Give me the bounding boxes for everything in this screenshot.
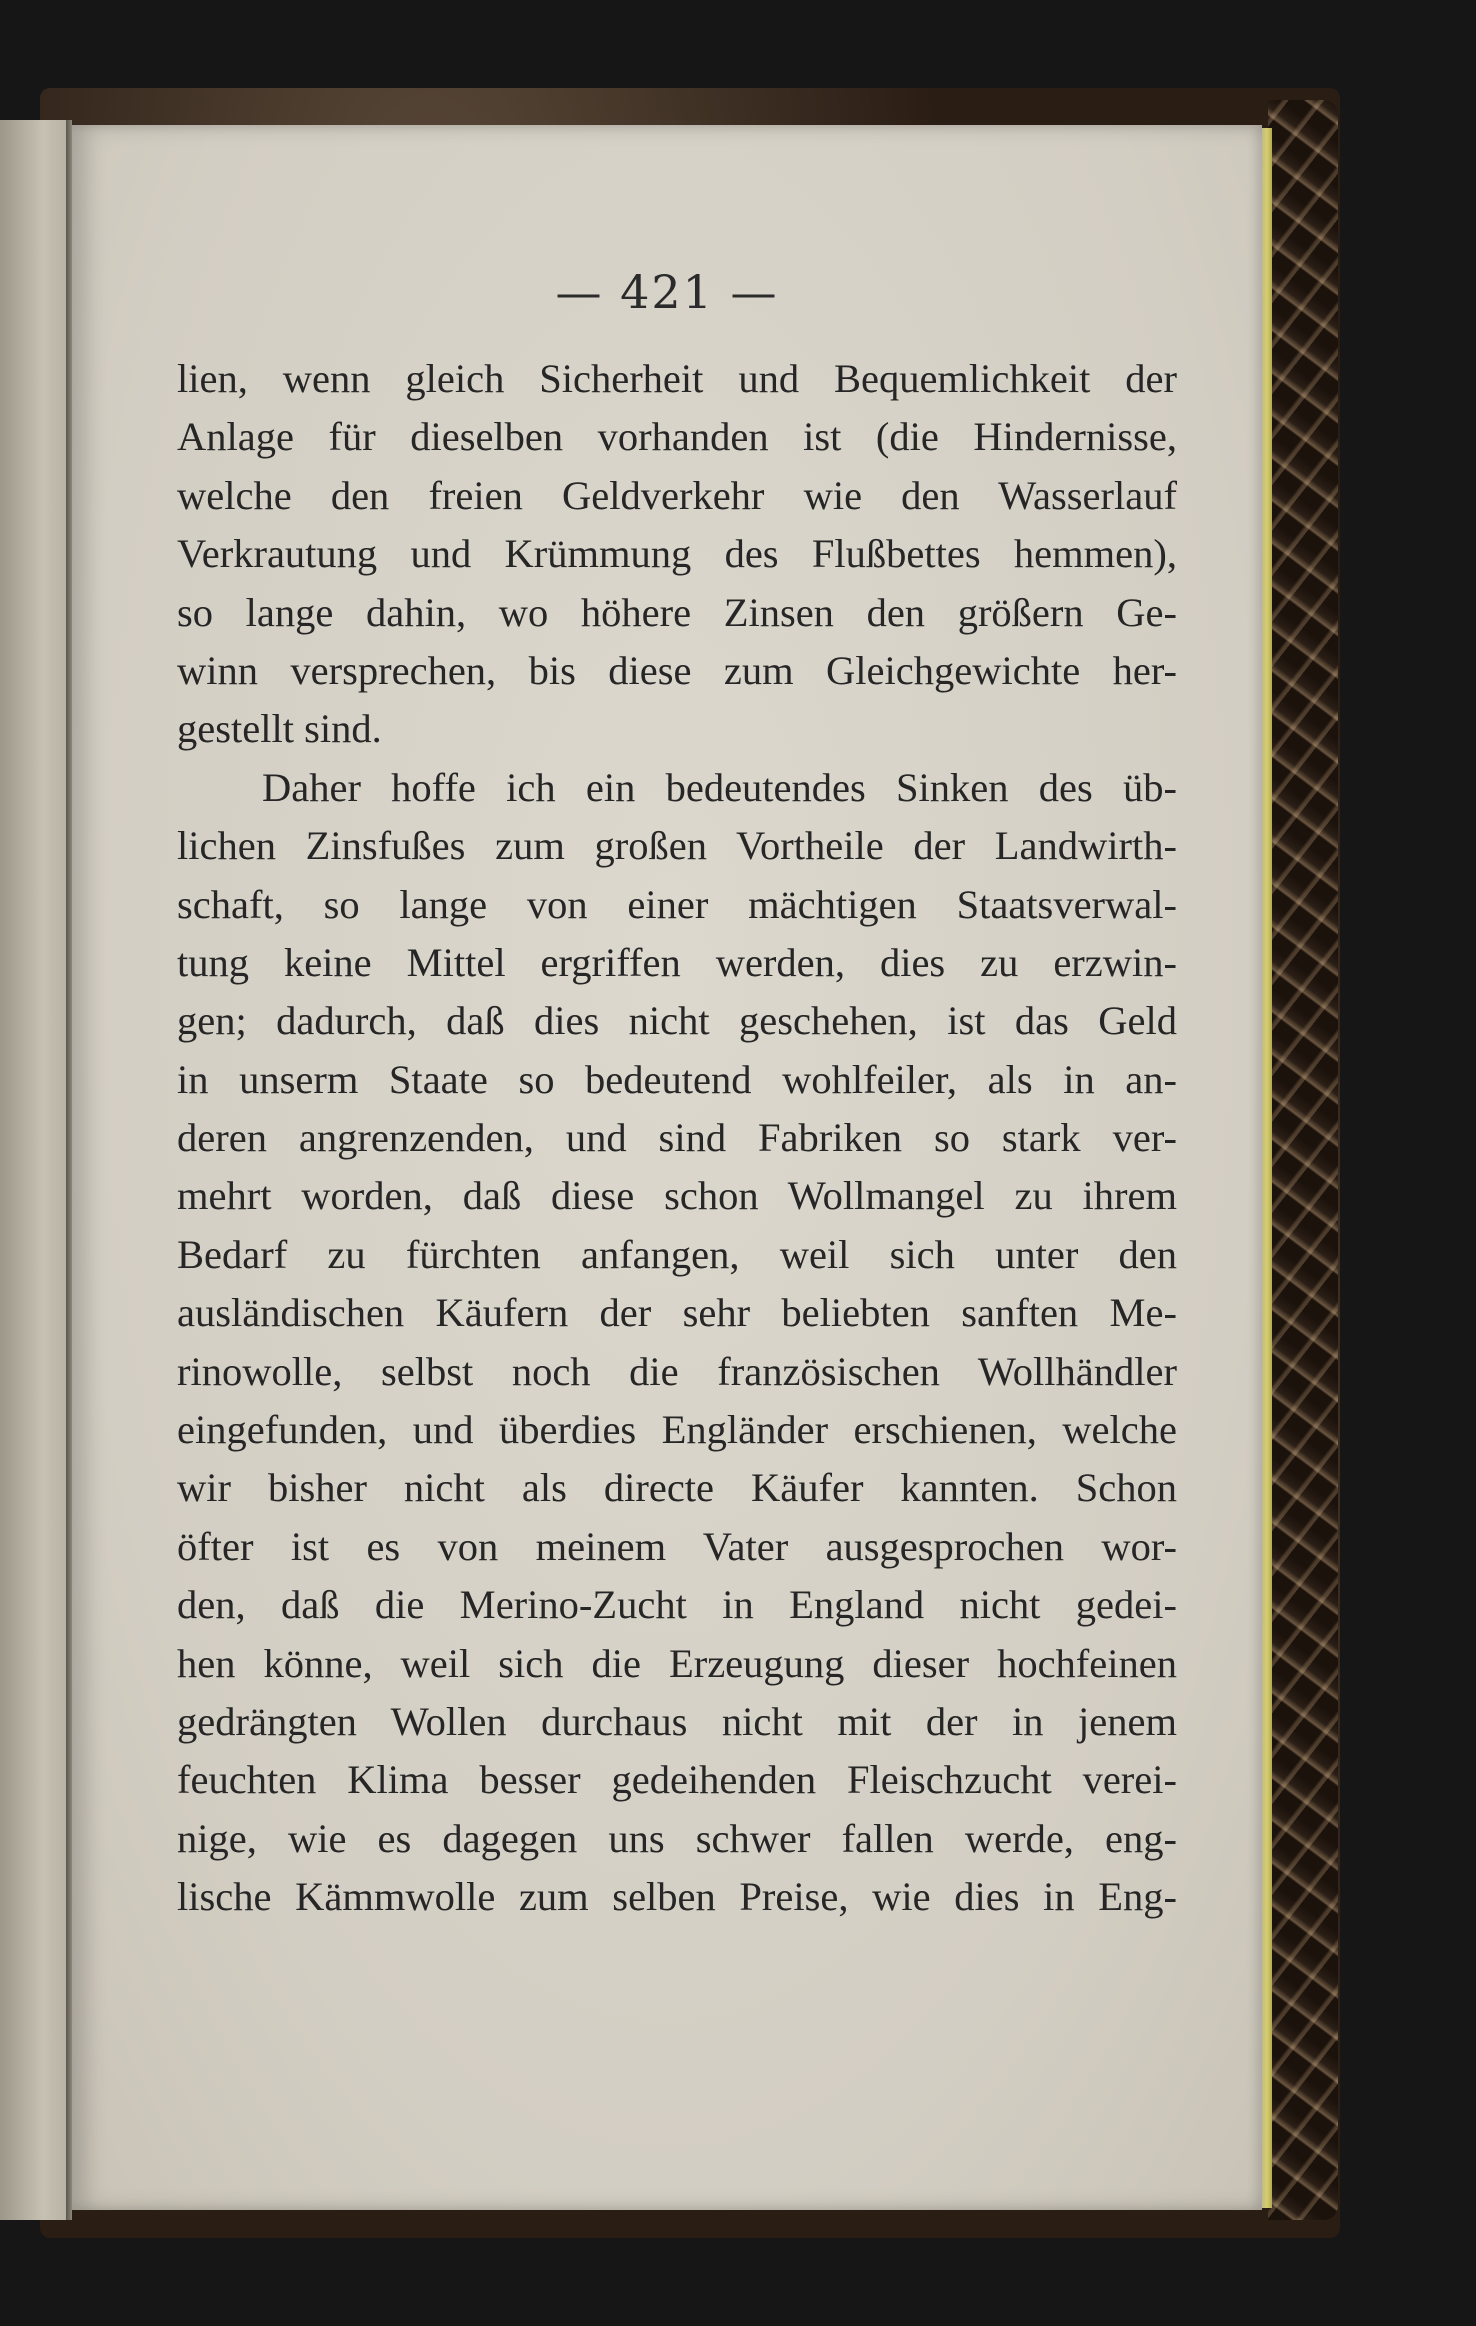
text-line: mehrt worden, daß diese schon Wollmangel zu ihrem xyxy=(177,1173,1177,1219)
text-line: öfter ist es von meinem Vater ausgesprochen wor- xyxy=(177,1523,1177,1569)
text-line: eingefunden, und überdies Engländer erschienen, welche xyxy=(177,1407,1177,1453)
text-line: gen; dadurch, daß dies nicht geschehen, ist das Geld xyxy=(177,998,1177,1044)
book-page xyxy=(72,125,1262,2210)
text-line: den, daß die Merino-Zucht in England nicht gedei- xyxy=(177,1582,1177,1628)
text-line: feuchten Klima besser gedeihenden Fleischzucht verei- xyxy=(177,1757,1177,1803)
text-line: hen könne, weil sich die Erzeugung dieser hochfeinen xyxy=(177,1640,1177,1686)
text-line: gedrängten Wollen durchaus nicht mit der in jenem xyxy=(177,1698,1177,1744)
text-line: tung keine Mittel ergriffen werden, dies zu erzwin- xyxy=(177,939,1177,985)
text-line: gestellt sind. xyxy=(177,706,382,752)
left-page-sliver xyxy=(0,120,72,2220)
text-line: Verkrautung und Krümmung des Flußbettes hemmen), xyxy=(177,531,1177,577)
text-line: welche den freien Geldverkehr wie den Wasserlauf xyxy=(177,472,1177,518)
marbled-page-edge xyxy=(1268,100,1338,2220)
text-line: Bedarf zu fürchten anfangen, weil sich unter den xyxy=(177,1231,1177,1277)
text-line: Anlage für dieselben vorhanden ist (die Hindernisse, xyxy=(177,414,1177,460)
text-line: lichen Zinsfußes zum großen Vortheile der Landwirth- xyxy=(177,823,1177,869)
text-line: lien, wenn gleich Sicherheit und Bequemlichkeit der xyxy=(177,356,1177,401)
paragraph-start-line: Daher hoffe ich ein bedeutendes Sinken des üb- xyxy=(262,764,1177,810)
text-line: deren angrenzenden, und sind Fabriken so stark ver- xyxy=(177,1115,1177,1161)
text-line: winn versprechen, bis diese zum Gleichgewichte her- xyxy=(177,647,1177,693)
page-edge xyxy=(1262,128,1272,2208)
text-line: schaft, so lange von einer mächtigen Staatsverwal- xyxy=(177,881,1177,927)
text-line: lische Kämmwolle zum selben Preise, wie dies in Eng- xyxy=(177,1874,1177,1920)
page-number-header: — 421 — xyxy=(555,265,779,319)
text-line: in unserm Staate so bedeutend wohlfeiler, als in an- xyxy=(177,1056,1177,1102)
page-body-text xyxy=(177,350,1177,1927)
text-line: nige, wie es dagegen uns schwer fallen werde, eng- xyxy=(177,1815,1177,1861)
text-line: wir bisher nicht als directe Käufer kannten. Schon xyxy=(177,1465,1177,1511)
text-line: ausländischen Käufern der sehr beliebten sanften Me- xyxy=(177,1290,1177,1336)
text-line: rinowolle, selbst noch die französischen Wollhändler xyxy=(177,1348,1177,1394)
text-line: so lange dahin, wo höhere Zinsen den größern Ge- xyxy=(177,589,1177,635)
